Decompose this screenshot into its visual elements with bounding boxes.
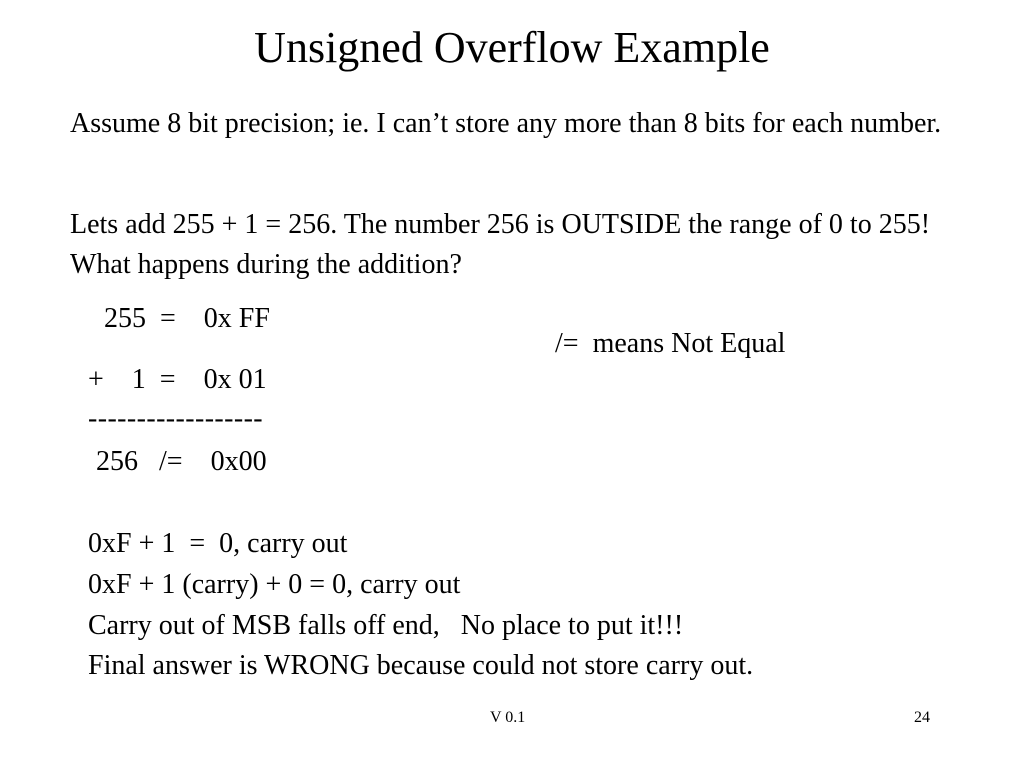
version-label: V 0.1 [490, 709, 526, 726]
explanation-line-1: 0xF + 1 = 0, carry out [88, 528, 348, 559]
addition-separator: ------------------ [88, 403, 264, 434]
addition-line-2: + 1 = 0x 01 [88, 364, 267, 395]
addition-paragraph: Lets add 255 + 1 = 256. The number 256 is OUTSIDE the range of 0 to 255! What happens during the addition? [70, 209, 931, 280]
addition-line-1: 255 = 0x FF [104, 303, 270, 334]
page-number: 24 [914, 709, 930, 726]
explanation-line-2: 0xF + 1 (carry) + 0 = 0, carry out [88, 569, 461, 600]
slide-title: Unsigned Overflow Example [254, 23, 770, 72]
addition-result: 256 /= 0x00 [96, 446, 267, 477]
precision-paragraph: Assume 8 bit precision; ie. I can’t store any more than 8 bits for each number. [70, 108, 942, 139]
not-equal-note: /= means Not Equal [555, 328, 786, 359]
explanation-line-3: Carry out of MSB falls off end, No place to put it!!! [88, 610, 684, 641]
explanation-line-4: Final answer is WRONG because could not store carry out. [88, 650, 754, 681]
